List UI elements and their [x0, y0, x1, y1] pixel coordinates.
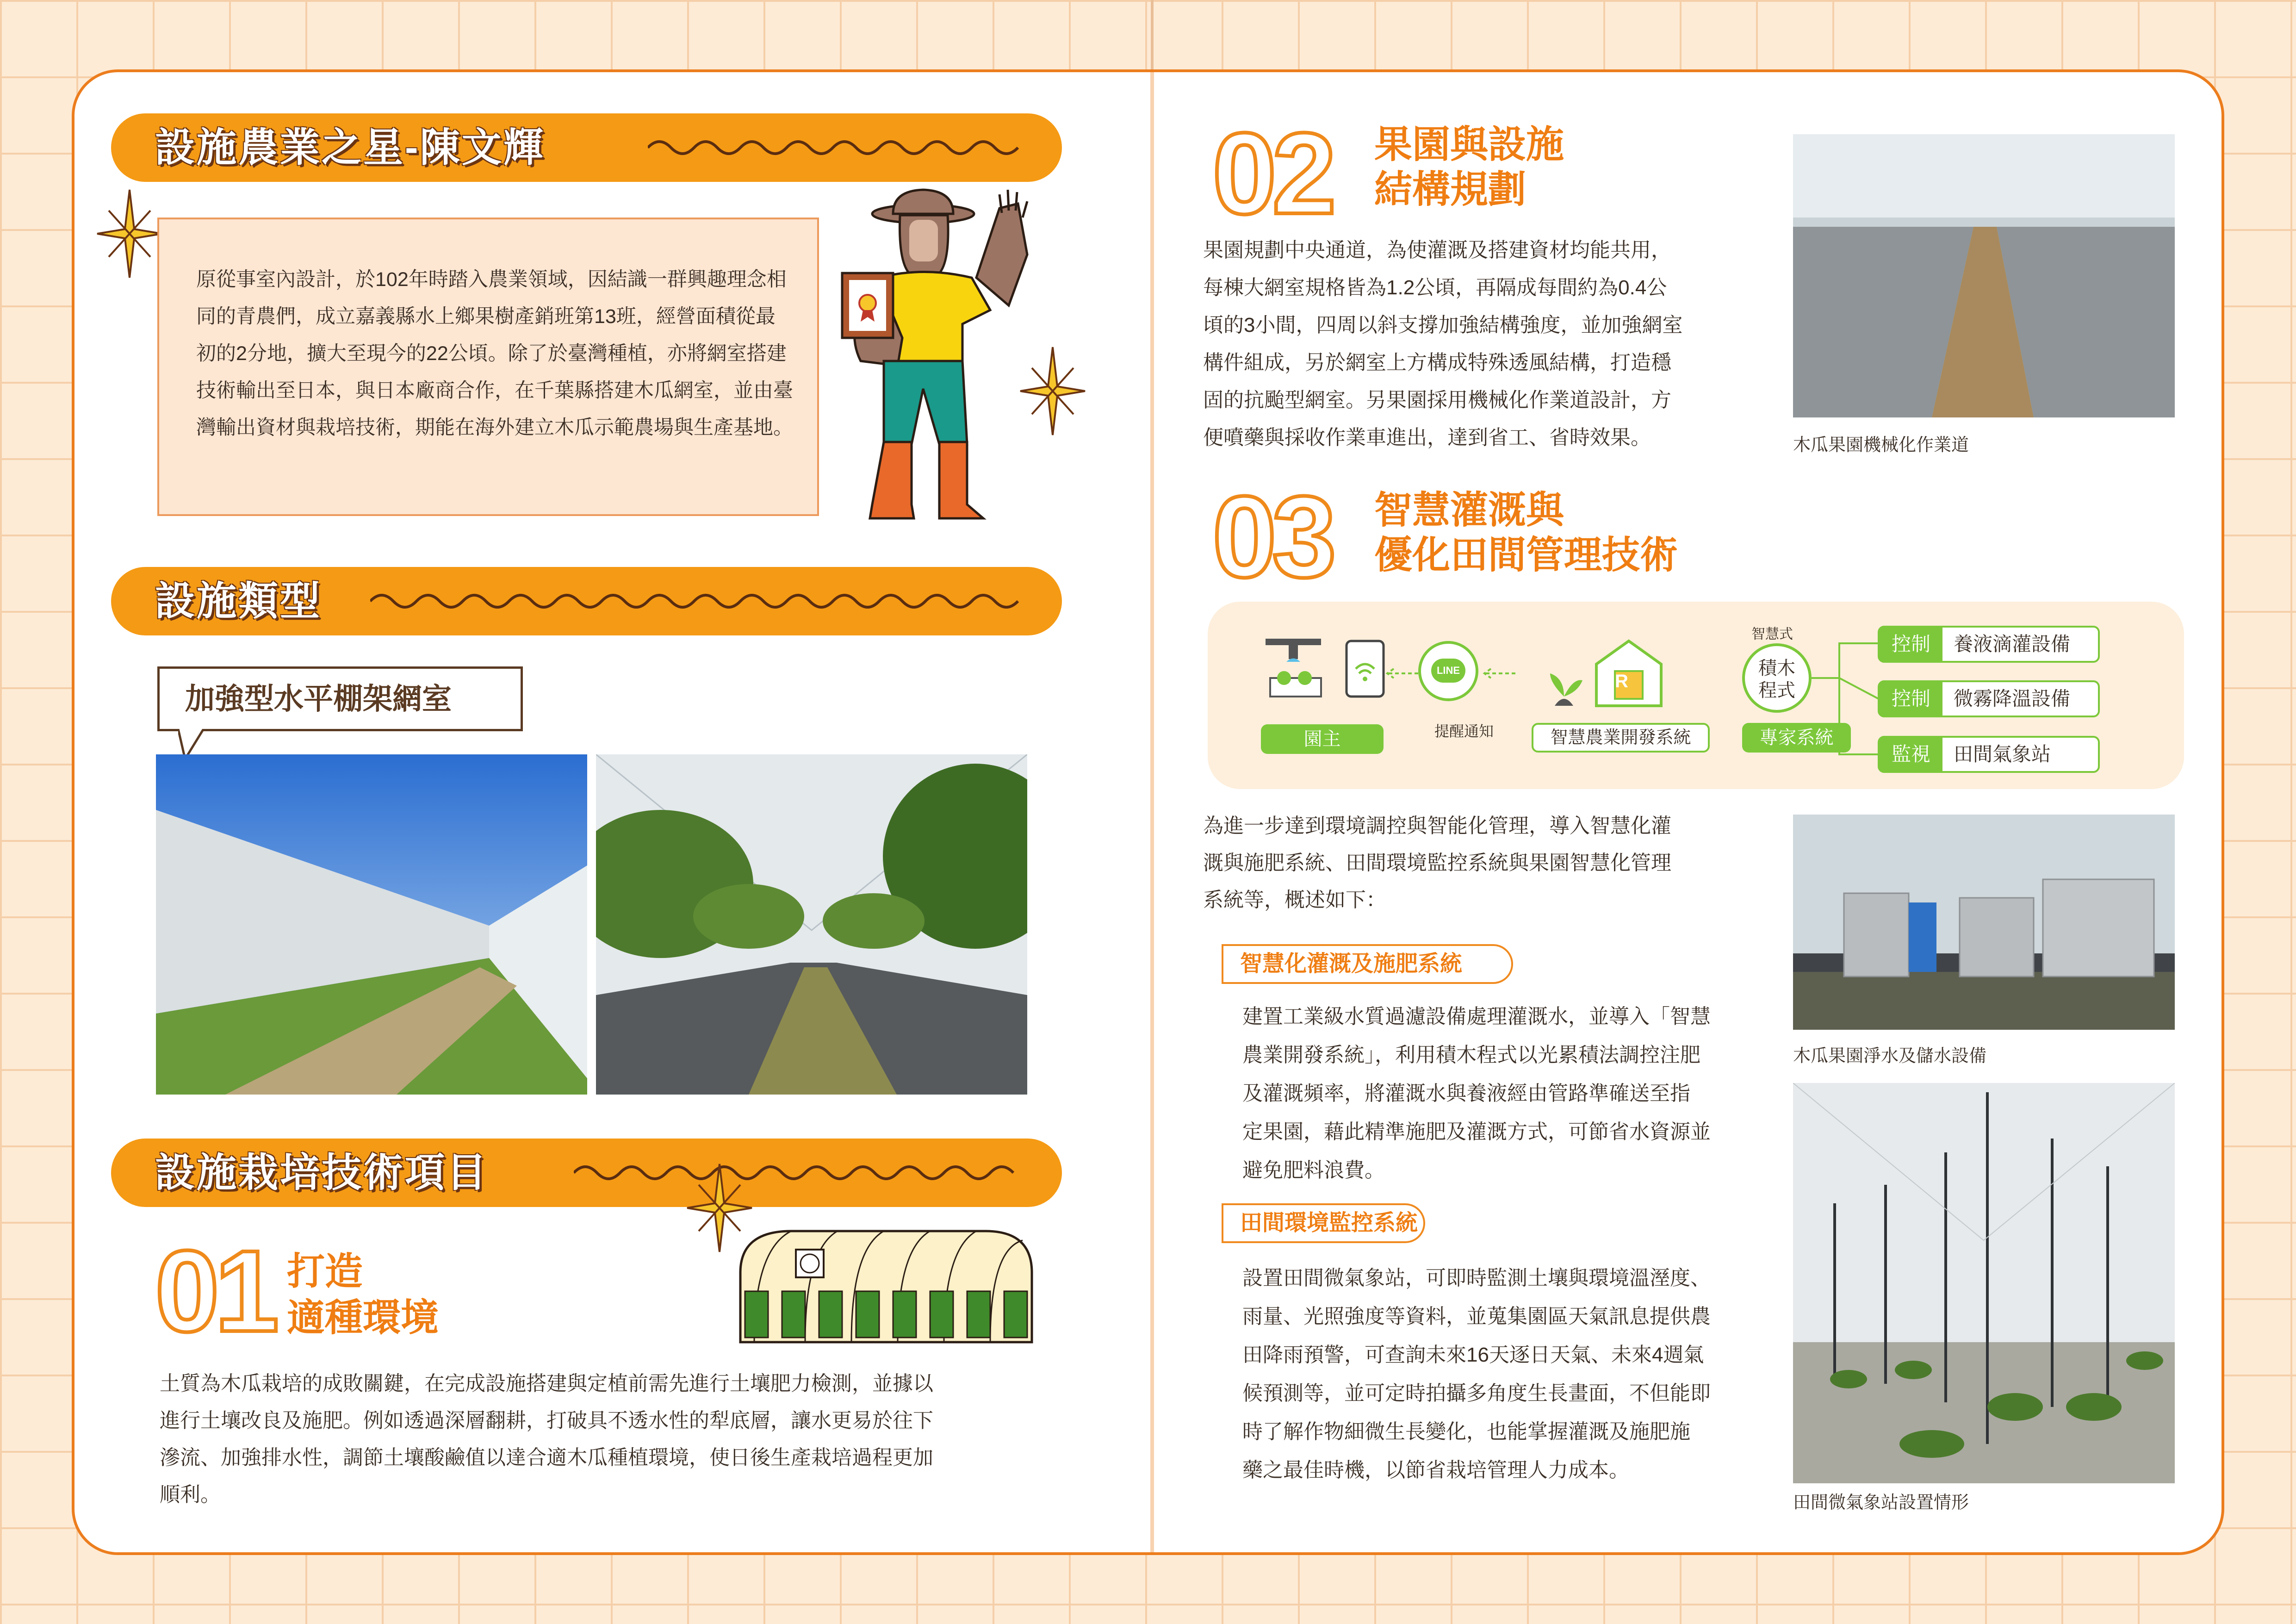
control-key: 控制	[1880, 628, 1942, 661]
expert-system-label: 專家系統	[1742, 723, 1851, 753]
sprinkler-phone-icon	[1261, 634, 1390, 699]
photo-caption: 木瓜果園機械化作業道	[1793, 436, 1969, 455]
block-program-circle	[1742, 643, 1812, 713]
text-line: 田降雨預警，可查詢未來16天逐日天氣、未來4週氣	[1242, 1344, 1704, 1366]
text-line: 溉與施肥系統、田間環境監控系統與果園智慧化管理	[1203, 852, 1671, 874]
nethouse-photo-inside	[596, 754, 1027, 1095]
text-line: 滲流、加強排水性，調節土壤酸鹼值以達合適木瓜種植環境，使日後生產栽培過程更加	[160, 1446, 933, 1469]
banner-title: 設施栽培技術項目	[155, 1151, 488, 1195]
subheading-text: 智慧化灌溉及施肥系統	[1240, 952, 1463, 976]
section-number: 01	[155, 1226, 275, 1356]
smart-farm-house-icon	[1532, 636, 1670, 710]
section-title-line1: 果園與設施	[1374, 124, 1564, 166]
water-tank-photo	[1793, 815, 2175, 1030]
section-number: 03	[1212, 472, 1332, 601]
photo-caption: 田間微氣象站設置情形	[1793, 1493, 1969, 1512]
control-key: 控制	[1880, 682, 1942, 716]
wave-decoration	[648, 134, 1027, 162]
text-line: 避免肥料浪費。	[1242, 1159, 1385, 1182]
subheading-irrigation	[1222, 944, 1513, 984]
text-line: 果園規劃中央通道，為使灌溉及搭建資材均能共用，	[1203, 239, 1671, 261]
text-line: 頃的3小間，四周以斜支撐加強結構強度，並加強網室	[1203, 314, 1683, 336]
control-key: 監視	[1880, 738, 1942, 771]
wave-decoration	[370, 587, 1027, 615]
smart-system-diagram	[1208, 602, 2184, 789]
block-label-line2: 程式	[1758, 680, 1795, 701]
nethouse-photo-outside	[156, 754, 587, 1095]
line-icon	[1418, 641, 1478, 701]
section01-text	[160, 1365, 1039, 1513]
text-line: 雨量、光照強度等資料，並蒐集園區天氣訊息提供農	[1242, 1305, 1711, 1328]
facility-type-text: 加強型水平棚架網室	[185, 682, 452, 716]
sparkle-icon	[95, 187, 164, 280]
arrow-left-icon	[1481, 666, 1518, 680]
section03-intro	[1203, 808, 1786, 919]
section02-text	[1203, 231, 1786, 456]
text-line: 便噴藥與採收作業車進出，達到省工、省時效果。	[1203, 426, 1651, 449]
section-title-line1: 智慧灌溉與	[1374, 489, 1564, 531]
facility-type-label	[157, 666, 523, 731]
banner-title: 設施類型	[155, 579, 322, 623]
section-title-line2: 結構規劃	[1374, 168, 1527, 211]
monitoring-text	[1242, 1259, 1798, 1489]
connector-lines	[1812, 639, 1881, 759]
irrigation-text	[1242, 997, 1798, 1189]
dev-system-label: 智慧農業開發系統	[1532, 723, 1710, 753]
text-line: 為進一步達到環境調控與智能化管理，導入智慧化灌	[1203, 815, 1671, 837]
subheading-monitoring	[1222, 1203, 1425, 1243]
text-line: 藥之最佳時機，以節省栽培管理人力成本。	[1242, 1459, 1629, 1481]
owner-label: 園主	[1261, 724, 1384, 754]
section-title-line2: 適種環境	[287, 1297, 439, 1339]
control-value: 養液滴灌設備	[1954, 633, 2071, 655]
text-line: 及灌溉頻率，將灌溉水與養液經由管路準確送至指	[1242, 1082, 1690, 1105]
text-line: 建置工業級水質過濾設備處理灌溉水，並導入「智慧	[1242, 1005, 1711, 1028]
banner-title: 設施農業之星-陳文輝	[155, 125, 545, 170]
smart-label: 智慧式	[1751, 627, 1793, 642]
control-item	[1878, 736, 2100, 773]
text-line: 定果園，藉此精準施肥及灌溉方式，可節省水資源並	[1242, 1120, 1711, 1143]
text-line: 設置田間微氣象站，可即時監測土壤與環境溫溼度、	[1242, 1267, 1711, 1289]
text-line: 固的抗颱型網室。另果園採用機械化作業道設計，方	[1203, 389, 1671, 411]
control-value: 田間氣象站	[1954, 743, 2051, 765]
banner-facility-type	[111, 567, 1062, 635]
orchard-path-photo	[1793, 134, 2175, 417]
text-line: 時了解作物細微生長變化，也能掌握灌溉及施肥施	[1242, 1420, 1690, 1443]
control-item	[1878, 680, 2100, 717]
photo-caption: 木瓜果園淨水及儲水設備	[1793, 1046, 1987, 1066]
banner-techniques	[111, 1139, 1062, 1207]
text-line: 每棟大網室規格皆為1.2公頃，再隔成每間約為0.4公	[1203, 276, 1667, 299]
intro-text: 原從事室內設計，於102年時踏入農業領域，因結識一群興趣理念相同的青農們，成立嘉義縣水上鄉果樹產銷班第13班，經營面積從最初的2分地，擴大至現今的22公頃。除了於臺灣種植，亦將網室搭建技術輸出至日本，與日本廠商合作，在千葉縣搭建木瓜網室，並由臺灣輸出資材與栽培技術，期能在海外建立木瓜示範農場與生產基地。	[196, 268, 793, 439]
arrow-left-icon	[1384, 666, 1421, 680]
control-value: 微霧降溫設備	[1954, 688, 2071, 709]
section-title-line2: 優化田間管理技術	[1374, 534, 1678, 576]
intro-box	[157, 218, 819, 516]
control-item	[1878, 626, 2100, 663]
text-line: 構件組成，另於網室上方構成特殊透風結構，打造穩	[1203, 351, 1671, 374]
spine-top	[1151, 0, 1154, 69]
block-label-line1: 積木	[1758, 658, 1795, 678]
text-line: 進行土壤改良及施肥。例如透過深層翻耕，打破具不透水性的犁底層，讓水更易於往下	[160, 1409, 933, 1432]
section-title-line1: 打造	[287, 1251, 363, 1293]
farmer-illustration	[824, 185, 1074, 546]
wave-decoration	[574, 1159, 1027, 1187]
text-line: 土質為木瓜栽培的成敗關鍵，在完成設施搭建與定植前需先進行土壤肥力檢測，並據以	[160, 1372, 933, 1395]
book-spine	[1150, 69, 1154, 1555]
weather-station-photo	[1793, 1083, 2175, 1483]
text-line: 系統等，概述如下：	[1203, 889, 1386, 911]
text-line: 農業開發系統」，利用積木程式以光累積法調控注肥	[1242, 1044, 1700, 1066]
text-line: 候預測等，並可定時拍攝多角度生長畫面，不但能即	[1242, 1382, 1711, 1405]
section-number: 02	[1212, 109, 1332, 238]
r-letter: R	[1615, 671, 1628, 691]
notify-label: 提醒通知	[1434, 723, 1494, 740]
subheading-text: 田間環境監控系統	[1240, 1211, 1418, 1235]
greenhouse-illustration	[736, 1222, 1036, 1347]
banner-farmer-star	[111, 113, 1062, 182]
line-logo-text: LINE	[1431, 659, 1465, 683]
text-line: 順利。	[160, 1483, 221, 1506]
